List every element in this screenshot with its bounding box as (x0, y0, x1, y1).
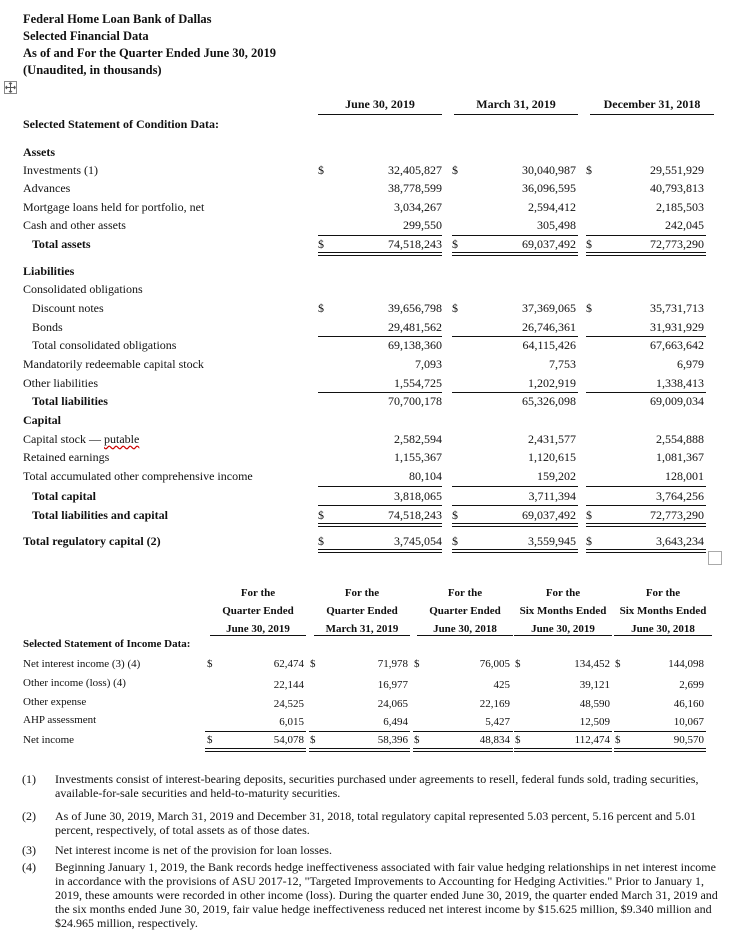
income-net-6m-2019: 112,474 (574, 734, 610, 746)
value-bonds-mar19: 26,746,361 (522, 320, 576, 334)
col-header-mar-2019: March 31, 2019 (476, 97, 556, 111)
income-col-header-line: Quarter Ended (429, 605, 501, 617)
value-total-liab-cap-mar19: 69,037,492 (522, 508, 576, 522)
col-header-rule (318, 114, 442, 115)
resize-handle-icon[interactable] (708, 551, 722, 565)
value-total-assets-mar19: 69,037,492 (522, 237, 576, 251)
total-double-rule (586, 523, 706, 527)
col-header-rule (454, 114, 578, 115)
value-other-liabilities-dec18: 1,338,413 (656, 376, 704, 390)
value-mortgage-dec18: 2,185,503 (656, 200, 704, 214)
income-expense-q1-2019: 24,065 (377, 698, 408, 710)
income-other-6m-2019: 39,121 (579, 679, 610, 691)
row-label-mortgage-loans: Mortgage loans held for portfolio, net (23, 200, 205, 214)
currency-symbol: $ (207, 658, 213, 670)
value-capital-stock-jun19: 2,582,594 (394, 432, 442, 446)
subtotal-rule (452, 336, 578, 337)
currency-symbol: $ (615, 734, 621, 746)
row-label-mandatorily: Mandatorily redeemable capital stock (23, 357, 204, 371)
income-col-header-1 (210, 584, 306, 638)
subtotal-rule (586, 392, 706, 393)
income-other-q2-2019: 22,144 (273, 679, 304, 691)
value-total-assets-jun19: 74,518,243 (388, 237, 442, 251)
subtotal-rule (586, 336, 706, 337)
value-other-liabilities-jun19: 1,554,725 (394, 376, 442, 390)
section-title-income: Selected Statement of Income Data: (23, 638, 191, 650)
value-total-liab-cap-jun19: 74,518,243 (388, 508, 442, 522)
value-aoci-dec18: 128,001 (665, 469, 704, 483)
income-other-q2-2018: 425 (493, 679, 510, 691)
currency-symbol: $ (515, 734, 521, 746)
total-double-rule (452, 252, 578, 256)
value-advances-dec18: 40,793,813 (650, 181, 704, 195)
value-advances-mar19: 36,096,595 (522, 181, 576, 195)
subtotal-rule (586, 505, 706, 506)
income-ahp-6m-2019: 12,509 (579, 716, 610, 728)
currency-symbol: $ (615, 658, 621, 670)
subtotal-rule (452, 392, 578, 393)
income-net-q2-2019: 54,078 (273, 734, 304, 746)
value-total-reg-jun19: 3,745,054 (394, 534, 442, 548)
footnote-number: (1) (22, 772, 36, 786)
total-double-rule (452, 523, 578, 527)
col-header-rule (417, 635, 513, 636)
subtotal-rule (318, 486, 442, 487)
income-nii-q2-2018: 76,005 (479, 658, 510, 670)
value-investments-dec18: 29,551,929 (650, 163, 704, 177)
subtotal-rule (318, 392, 442, 393)
income-row-label-other-income: Other income (loss) (4) (23, 677, 126, 689)
income-row-label-other-expense: Other expense (23, 696, 87, 708)
row-label-retained: Retained earnings (23, 450, 110, 464)
total-double-rule (514, 748, 612, 752)
value-total-liabilities-jun19: 70,700,178 (388, 394, 442, 408)
value-mortgage-mar19: 2,594,412 (528, 200, 576, 214)
subtotal-rule (586, 486, 706, 487)
income-ahp-q2-2019: 6,015 (279, 716, 304, 728)
currency-symbol: $ (318, 237, 324, 251)
currency-symbol: $ (452, 301, 458, 315)
row-label-consolidated: Consolidated obligations (23, 282, 143, 296)
value-total-capital-mar19: 3,711,394 (528, 489, 576, 503)
value-total-consolidated-mar19: 64,115,426 (522, 338, 576, 352)
row-label-total-regulatory: Total regulatory capital (2) (23, 534, 161, 548)
income-row-label-net-income: Net income (23, 734, 75, 746)
currency-symbol: $ (452, 163, 458, 177)
subtotal-rule (452, 235, 578, 236)
footnote-text: As of June 30, 2019, March 31, 2019 and December 31, 2018, total regulatory capital represented 5.03 percent, 5.16 percent and 5.01 percent, respectively, of total assets as of those dates. (55, 809, 697, 837)
report-unit-note: (Unaudited, in thousands) (23, 63, 162, 77)
total-double-rule (318, 523, 442, 527)
income-col-header-line: For the (240, 587, 276, 599)
value-discount-jun19: 39,656,798 (388, 301, 442, 315)
income-nii-q2-2019: 62,474 (273, 658, 304, 670)
report-period: As of and For the Quarter Ended June 30, 2019 (23, 46, 277, 60)
row-label-total-liab-cap: Total liabilities and capital (32, 508, 168, 522)
value-mandatorily-mar19: 7,753 (549, 357, 576, 371)
subtotal-rule (318, 336, 442, 337)
value-advances-jun19: 38,778,599 (388, 181, 442, 195)
row-label-advances: Advances (23, 181, 71, 195)
total-double-rule (318, 252, 442, 256)
income-net-q2-2018: 48,834 (479, 734, 510, 746)
row-label-aoci: Total accumulated other comprehensive income (23, 469, 253, 483)
subtotal-rule (413, 731, 513, 732)
currency-symbol: $ (452, 534, 458, 548)
income-expense-q2-2018: 22,169 (479, 698, 510, 710)
value-total-consolidated-jun19: 69,138,360 (388, 338, 442, 352)
row-label-total-capital: Total capital (32, 489, 96, 503)
currency-symbol: $ (318, 163, 324, 177)
footnote-text: Investments consist of interest-bearing deposits, securities purchased under agreements to resell, federal funds sold, trading securities, available-for-sale securities and held-to-maturity securities. (55, 772, 699, 800)
value-capital-stock-mar19: 2,431,577 (528, 432, 576, 446)
income-col-header-line: For the (344, 587, 380, 599)
income-nii-q1-2019: 71,978 (377, 658, 408, 670)
currency-symbol: $ (586, 508, 592, 522)
row-label-other-liabilities: Other liabilities (23, 376, 98, 390)
income-col-header-line: Quarter Ended (326, 605, 398, 617)
total-double-rule (614, 748, 706, 752)
subtotal-rule (514, 731, 612, 732)
income-col-header-line: June 30, 2018 (433, 623, 497, 635)
value-total-liab-cap-dec18: 72,773,290 (650, 508, 704, 522)
value-total-liabilities-mar19: 65,326,098 (522, 394, 576, 408)
total-double-rule (309, 748, 410, 752)
currency-symbol: $ (586, 237, 592, 251)
income-net-6m-2018: 90,570 (673, 734, 704, 746)
income-col-header-5 (614, 584, 712, 638)
row-label-total-assets: Total assets (32, 237, 91, 251)
currency-symbol: $ (452, 508, 458, 522)
value-investments-mar19: 30,040,987 (522, 163, 576, 177)
income-col-header-2 (314, 584, 410, 638)
value-retained-jun19: 1,155,367 (394, 450, 442, 464)
value-aoci-jun19: 80,104 (409, 469, 442, 483)
subtotal-rule (318, 505, 442, 506)
income-col-header-line: June 30, 2018 (631, 623, 695, 635)
subtotal-rule (452, 486, 578, 487)
col-header-rule (590, 114, 714, 115)
income-row-label-nii: Net interest income (3) (4) (23, 658, 141, 670)
capital-stock-prefix: Capital stock — (23, 432, 104, 446)
value-discount-dec18: 35,731,713 (650, 301, 704, 315)
liabilities-heading: Liabilities (23, 264, 75, 278)
value-total-reg-mar19: 3,559,945 (528, 534, 576, 548)
value-cash-dec18: 242,045 (665, 218, 704, 232)
income-col-header-line: June 30, 2019 (226, 623, 290, 635)
value-retained-mar19: 1,120,615 (528, 450, 576, 464)
total-double-rule (413, 748, 513, 752)
subtotal-rule (452, 505, 578, 506)
value-bonds-jun19: 29,481,562 (388, 320, 442, 334)
value-discount-mar19: 37,369,065 (522, 301, 576, 315)
income-col-header-4 (514, 584, 612, 638)
row-label-discount-notes: Discount notes (32, 301, 104, 315)
currency-symbol: $ (414, 658, 420, 670)
col-header-dec-2018: December 31, 2018 (603, 97, 701, 111)
currency-symbol: $ (586, 534, 592, 548)
value-cash-jun19: 299,550 (403, 218, 442, 232)
row-label-total-liabilities: Total liabilities (32, 394, 108, 408)
spellcheck-word-putable[interactable]: putable (104, 432, 140, 446)
income-col-header-line: March 31, 2019 (325, 623, 399, 635)
report-subtitle: Selected Financial Data (23, 29, 149, 43)
value-retained-dec18: 1,081,367 (656, 450, 704, 464)
currency-symbol: $ (586, 301, 592, 315)
row-label-cash: Cash and other assets (23, 218, 126, 232)
income-col-header-line: Six Months Ended (519, 605, 607, 617)
income-col-header-line: For the (645, 587, 681, 599)
currency-symbol: $ (318, 534, 324, 548)
currency-symbol: $ (310, 734, 316, 746)
row-label-capital-stock (23, 432, 139, 447)
total-double-rule (586, 549, 706, 553)
income-expense-6m-2018: 46,160 (673, 698, 704, 710)
subtotal-rule (205, 731, 306, 732)
value-capital-stock-dec18: 2,554,888 (656, 432, 704, 446)
value-mandatorily-dec18: 6,979 (677, 357, 704, 371)
value-cash-mar19: 305,498 (537, 218, 576, 232)
currency-symbol: $ (318, 301, 324, 315)
subtotal-rule (586, 235, 706, 236)
income-col-header-3 (417, 584, 513, 638)
income-ahp-q1-2019: 6,494 (383, 716, 408, 728)
value-total-liabilities-dec18: 69,009,034 (650, 394, 704, 408)
footnote-text: Beginning January 1, 2019, the Bank records hedge ineffectiveness associated with fair value hedging relationships in net interest income in accordance with the provisions of ASU 2017-12, "Targeted Improvements to Accounting for Hedging Activities." Prior to January 1, 2019, these amounts were recorded in other income (loss). During the quarter ended June 30, 2019, the quarter ended March 31, 2019 and the six months ended June 30, 2019, fair value hedge ineffectiveness reduced net interest income by $15.625 million, $9.340 million and $24.965 million, respectively. (55, 860, 718, 930)
currency-symbol: $ (318, 508, 324, 522)
col-header-rule (614, 635, 712, 636)
value-total-assets-dec18: 72,773,290 (650, 237, 704, 251)
section-title-condition: Selected Statement of Condition Data: (23, 117, 219, 131)
currency-symbol: $ (207, 734, 213, 746)
footnote-number: (4) (22, 860, 36, 874)
value-mandatorily-jun19: 7,093 (415, 357, 442, 371)
subtotal-rule (309, 731, 410, 732)
income-col-header-line: Six Months Ended (619, 605, 707, 617)
total-double-rule (205, 748, 306, 752)
report-bank-name: Federal Home Loan Bank of Dallas (23, 12, 212, 26)
col-header-jun-2019: June 30, 2019 (345, 97, 415, 111)
income-other-6m-2018: 2,699 (679, 679, 704, 691)
footnote-number: (2) (22, 809, 36, 823)
currency-symbol: $ (310, 658, 316, 670)
value-bonds-dec18: 31,931,929 (650, 320, 704, 334)
value-investments-jun19: 32,405,827 (388, 163, 442, 177)
value-other-liabilities-mar19: 1,202,919 (528, 376, 576, 390)
income-nii-6m-2019: 134,452 (574, 658, 610, 670)
total-double-rule (586, 252, 706, 256)
income-ahp-q2-2018: 5,427 (485, 716, 510, 728)
total-double-rule (452, 549, 578, 553)
value-total-capital-dec18: 3,764,256 (656, 489, 704, 503)
income-ahp-6m-2018: 10,067 (673, 716, 704, 728)
income-row-label-ahp: AHP assessment (23, 714, 97, 726)
income-other-q1-2019: 16,977 (377, 679, 408, 691)
income-expense-6m-2019: 48,590 (579, 698, 610, 710)
col-header-rule (314, 635, 410, 636)
currency-symbol: $ (414, 734, 420, 746)
move-icon[interactable] (4, 81, 17, 94)
assets-heading: Assets (23, 145, 55, 159)
capital-heading: Capital (23, 413, 62, 427)
income-col-header-line: For the (447, 587, 483, 599)
row-label-bonds: Bonds (32, 320, 63, 334)
value-total-consolidated-dec18: 67,663,642 (650, 338, 704, 352)
subtotal-rule (614, 731, 706, 732)
income-net-q1-2019: 58,396 (377, 734, 408, 746)
footnote-text: Net interest income is net of the provision for loan losses. (55, 843, 332, 857)
currency-symbol: $ (586, 163, 592, 177)
value-mortgage-jun19: 3,034,267 (394, 200, 442, 214)
currency-symbol: $ (515, 658, 521, 670)
income-nii-6m-2018: 144,098 (668, 658, 704, 670)
value-aoci-mar19: 159,202 (537, 469, 576, 483)
col-header-rule (514, 635, 612, 636)
currency-symbol: $ (452, 237, 458, 251)
value-total-capital-jun19: 3,818,065 (394, 489, 442, 503)
income-col-header-line: Quarter Ended (222, 605, 294, 617)
income-col-header-line: For the (545, 587, 581, 599)
col-header-rule (210, 635, 306, 636)
subtotal-rule (318, 235, 442, 236)
row-label-investments: Investments (1) (23, 163, 98, 177)
value-total-reg-dec18: 3,643,234 (656, 534, 704, 548)
income-expense-q2-2019: 24,525 (273, 698, 304, 710)
income-col-header-line: June 30, 2019 (531, 623, 595, 635)
row-label-total-consolidated: Total consolidated obligations (32, 338, 177, 352)
footnote-number: (3) (22, 843, 36, 857)
total-double-rule (318, 549, 442, 553)
